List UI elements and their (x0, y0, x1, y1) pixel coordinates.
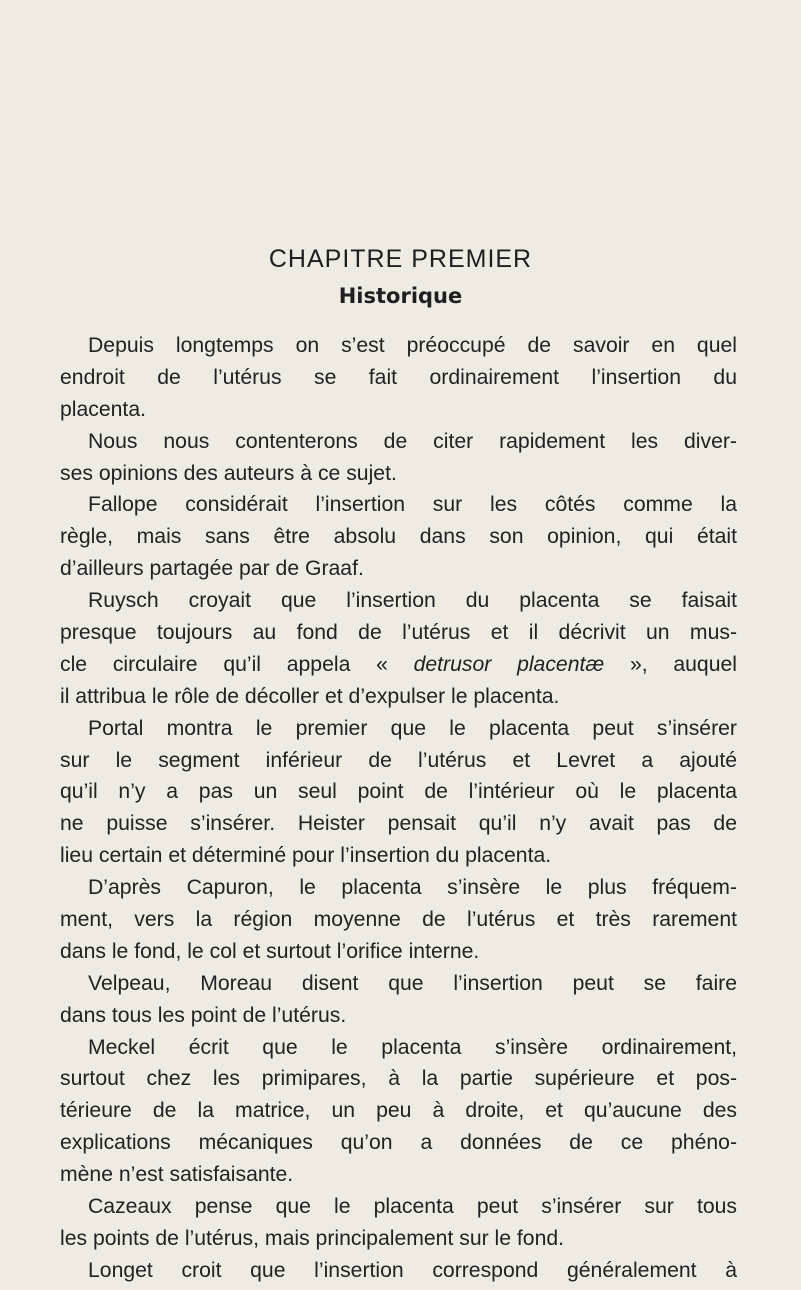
text-line: lieu certain et déterminé pour l’insertion du placenta. (60, 844, 552, 868)
text-line: Longet croit que l’insertion correspond généralement à (88, 1258, 737, 1282)
text-line: Velpeau, Moreau disent que l’insertion peut se faire (88, 971, 737, 995)
latin-term: detrusor placentæ (413, 652, 605, 676)
text-line: placenta. (60, 397, 146, 421)
text-line: qu’il n’y a pas un seul point de l’intérieur où le placenta (60, 780, 737, 804)
text-line: surtout chez les primipares, à la partie supérieure et pos- (60, 1067, 737, 1091)
text-line: Cazeaux pense que le placenta peut s’insérer sur tous (88, 1195, 737, 1219)
text-line: sur le segment inférieur de l’utérus et Levret a ajouté (60, 748, 737, 772)
text-line: dans le fond, le col et surtout l’orifice interne. (60, 939, 480, 963)
text-line: d’ailleurs partagée par de Graaf. (60, 557, 364, 581)
text-line: ment, vers la région moyenne de l’utérus et très rarement (60, 908, 737, 932)
text-line: Portal montra le premier que le placenta peut s’insérer (88, 716, 737, 740)
text-line: règle, mais sans être absolu dans son opinion, qui était (60, 525, 737, 549)
text-line: explications mécaniques qu’on a données de ce phéno- (60, 1131, 737, 1155)
section-title: Historique (338, 284, 463, 308)
body-text (60, 330, 737, 1287)
text-line: D’après Capuron, le placenta s’insère le plus fréquem- (88, 876, 737, 900)
text-line: dans tous les point de l’utérus. (60, 1003, 347, 1027)
text-line: Ruysch croyait que l’insertion du placenta se faisait (88, 589, 737, 613)
text-segment: cle circulaire qu’il appela « (60, 652, 414, 676)
text-line: ne puisse s’insérer. Heister pensait qu’il n’y avait pas de (60, 812, 737, 836)
text-line: ses opinions des auteurs à ce sujet. (60, 461, 397, 485)
text-line: Nous nous contenterons de citer rapidement les diver- (88, 429, 737, 453)
text-segment: », auquel (604, 652, 737, 676)
text-line: Fallope considérait l’insertion sur les côtés comme la (88, 493, 737, 517)
text-line (60, 649, 737, 681)
text-line: les points de l’utérus, mais principalement sur le fond. (60, 1226, 565, 1250)
text-line: Depuis longtemps on s’est préoccupé de savoir en quel (88, 334, 737, 357)
text-line: il attribua le rôle de décoller et d’expulser le placenta. (60, 684, 560, 708)
chapter-title: CHAPITRE PREMIER (268, 245, 533, 273)
text-line: Meckel écrit que le placenta s’insère ordinairement, (88, 1035, 737, 1059)
text-line: térieure de la matrice, un peu à droite, et qu’aucune des (60, 1099, 737, 1123)
text-line: mène n’est satisfaisante. (60, 1163, 294, 1187)
text-line: presque toujours au fond de l’utérus et il décrivit un mus- (60, 621, 737, 645)
text-line: endroit de l’utérus se fait ordinairement l’insertion du (60, 365, 737, 389)
